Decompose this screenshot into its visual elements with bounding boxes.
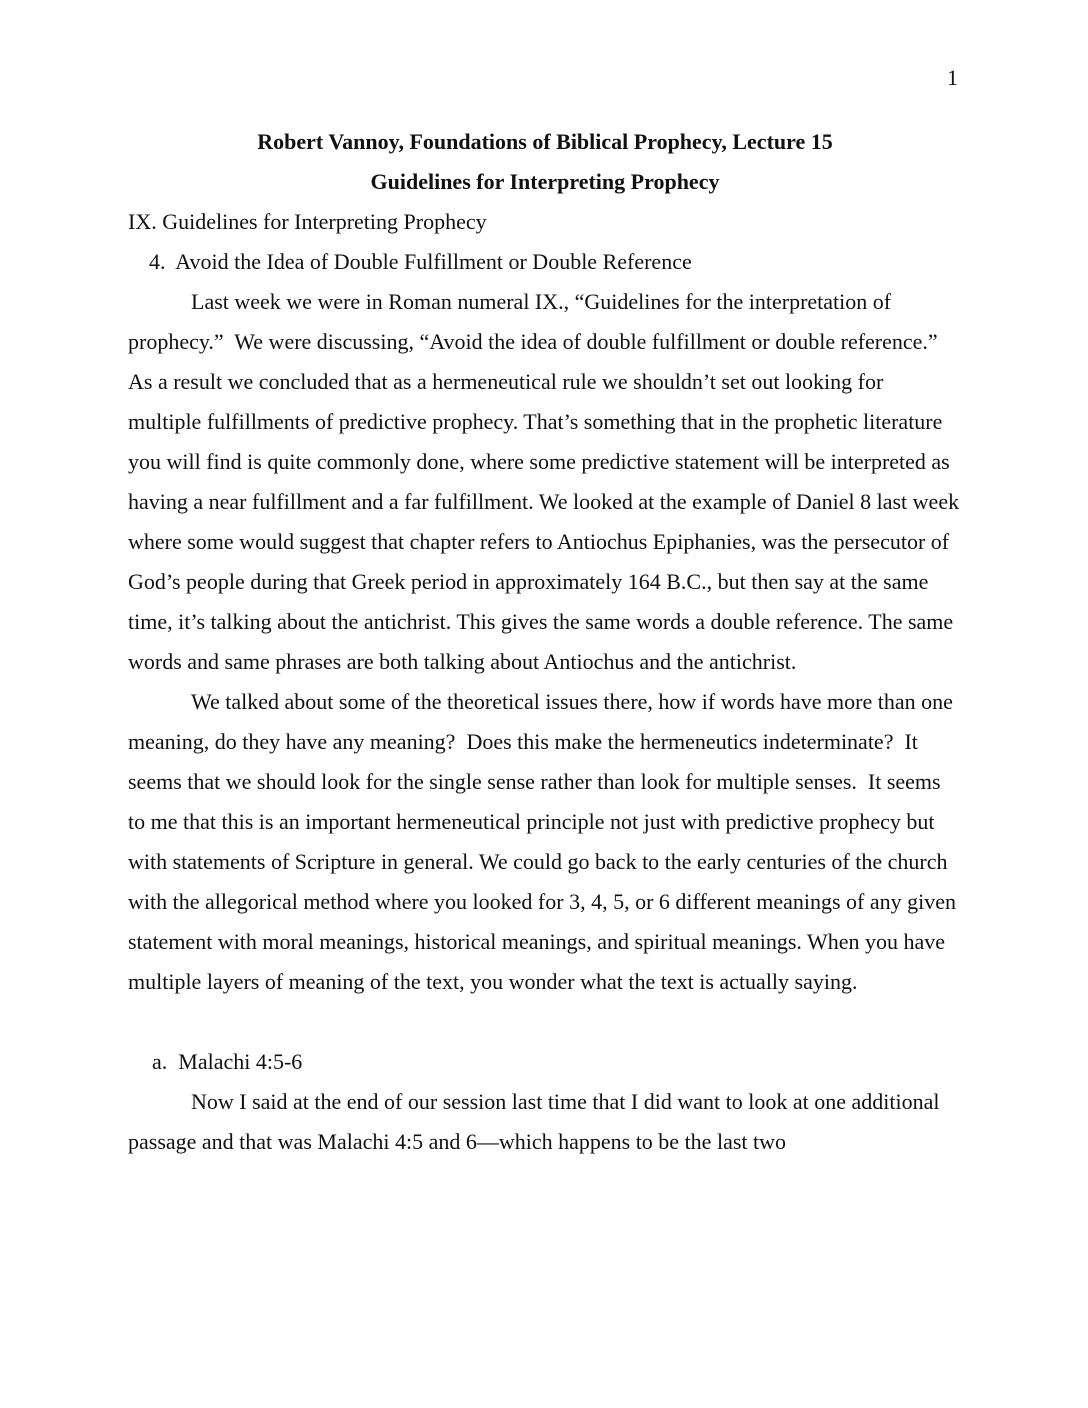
document-title-line-2: Guidelines for Interpreting Prophecy xyxy=(370,169,720,194)
paragraph: Last week we were in Roman numeral IX., “Guidelines for the interpretation of prophecy.” We were discussing, “Avoid the idea of double fulfillment or double reference.” As a result we concluded that as a hermeneutical rule we shouldn’t set out looking for multiple fulfillments of predictive prophecy. That’s something that in the prophetic literature you will find is quite commonly done, where some predictive statement will be interpreted as having a near fulfillment and a far fulfillment. We looked at the example of Daniel 8 last week where some would suggest that chapter refers to Antiochus Epiphanies, was the persecutor of God’s people during that Greek period in approximately 164 B.C., but then say at the same time, it’s talking about the antichrist. This gives the same words a double reference. The same words and same phrases are both talking about Antiochus and the antichrist. xyxy=(128,289,965,674)
paragraph: Now I said at the end of our session last time that I did want to look at one additional passage and that was Malachi 4:5 and 6—which happens to be the last two xyxy=(128,1089,945,1154)
page-number: 1 xyxy=(947,65,958,90)
section-heading-ix: IX. Guidelines for Interpreting Prophecy xyxy=(128,209,487,234)
document-title-line-1: Robert Vannoy, Foundations of Biblical Prophecy, Lecture 15 xyxy=(257,129,833,154)
subsection-heading-4: 4. Avoid the Idea of Double Fulfillment or Double Reference xyxy=(149,249,692,274)
paragraph: We talked about some of the theoretical issues there, how if words have more than one meaning, do they have any meaning? Does this make the hermeneutics indeterminate? It seems that we should look for the single sense rather than look for multiple senses. It seems to me that this is an important hermeneutical principle not just with predictive prophecy but with statements of Scripture in general. We could go back to the early centuries of the church with the allegorical method where you looked for 3, 4, 5, or 6 different meanings of any given statement with moral meanings, historical meanings, and spiritual meanings. When you have multiple layers of meaning of the text, you wonder what the text is actually saying. xyxy=(128,689,962,994)
document-content xyxy=(128,0,965,1162)
subsection-label-a: a. Malachi 4:5-6 xyxy=(152,1049,303,1074)
